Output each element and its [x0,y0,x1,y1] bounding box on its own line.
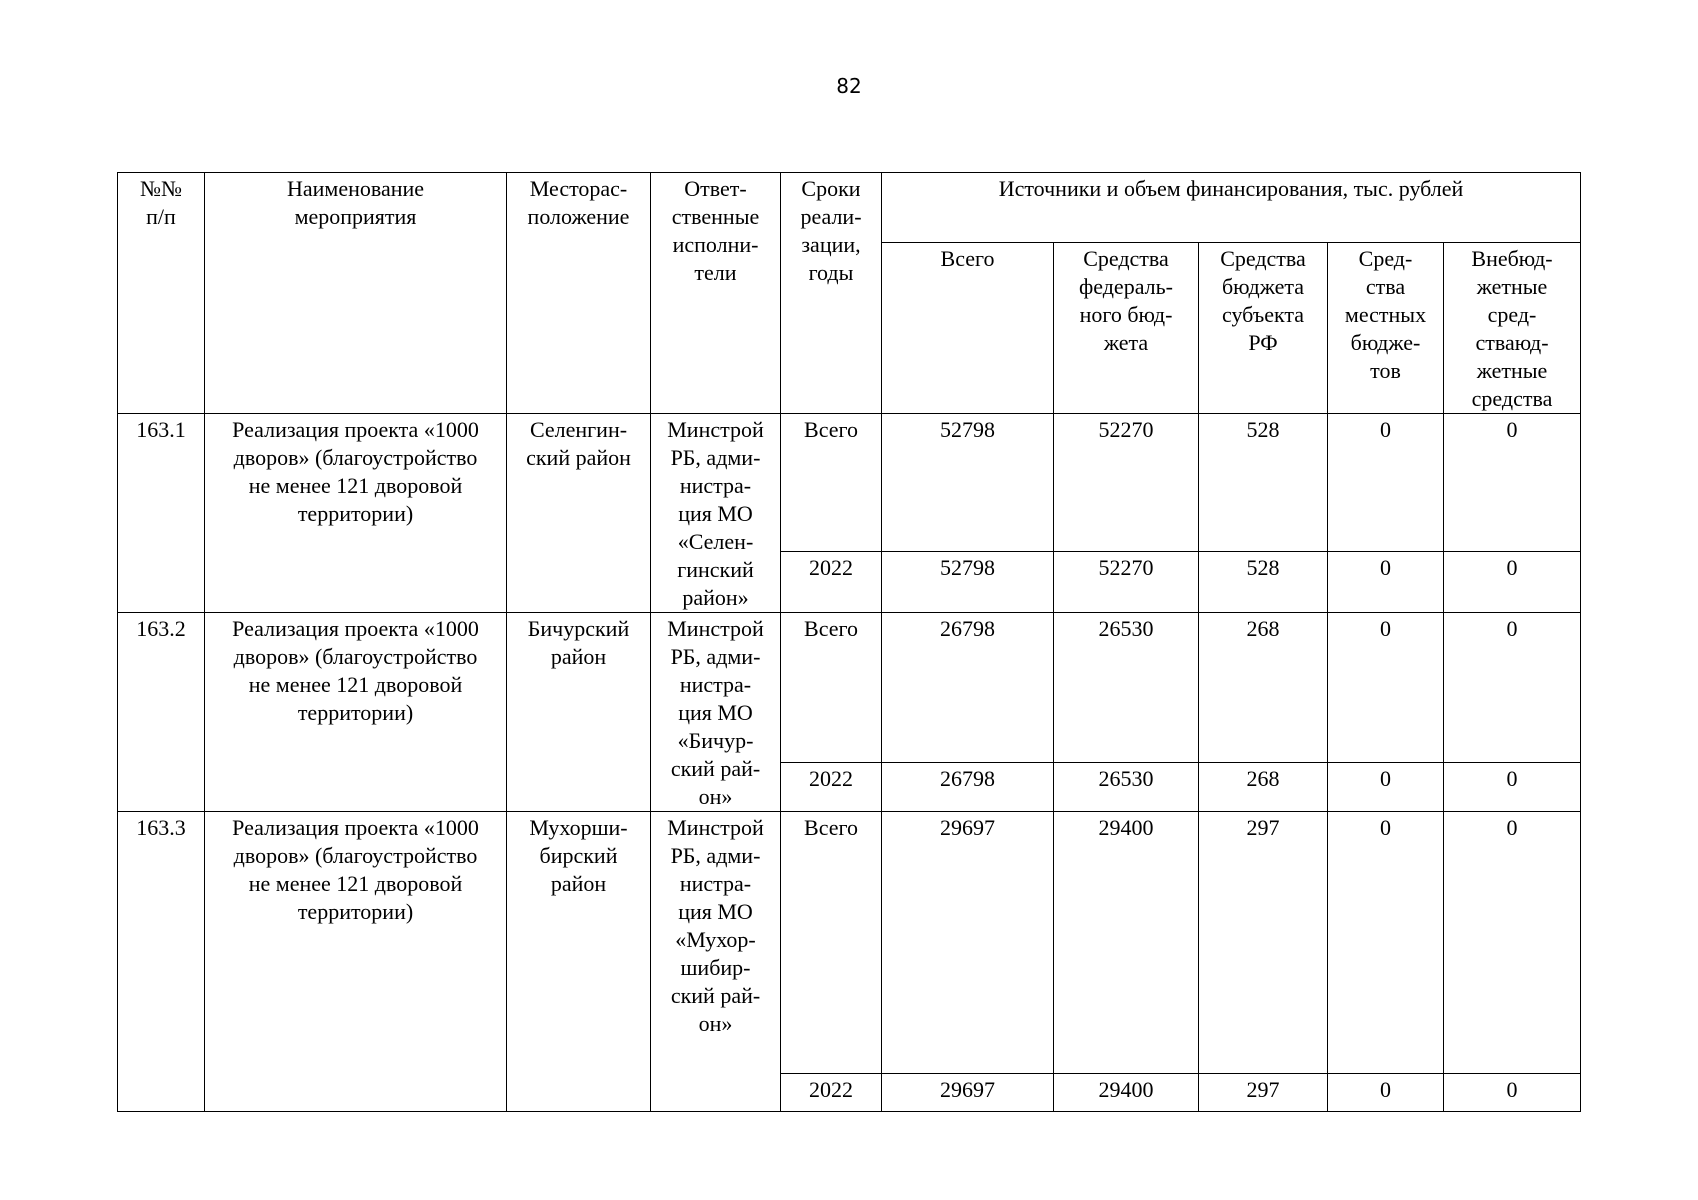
financing-table [117,172,1581,1112]
row-regional: 528 [1199,414,1328,552]
row-federal: 29400 [1054,1074,1199,1112]
row-regional: 268 [1199,763,1328,812]
row-term: 2022 [781,1074,882,1112]
row-local: 0 [1328,1074,1444,1112]
row-name: Реализация проекта «1000 дворов» (благоустройство не менее 121 дворовой территории) [205,414,507,613]
row-local: 0 [1328,414,1444,552]
header-num: №№ п/п [118,173,205,414]
row-location: Бичурский район [507,613,651,812]
row-local: 0 [1328,763,1444,812]
row-total: 26798 [882,763,1054,812]
header-extra: Внебюд- жетные сред- стваюд- жетные средства [1444,243,1581,414]
row-executors: Минстрой РБ, адми- нистра- ция МО «Мухор- шибир- ский рай- он» [651,812,781,1112]
row-executors: Минстрой РБ, адми- нистра- ция МО «Бичур- ский рай- он» [651,613,781,812]
header-federal: Средства федераль- ного бюд- жета [1054,243,1199,414]
page-number: 82 [836,74,862,98]
row-federal: 26530 [1054,613,1199,763]
row-local: 0 [1328,613,1444,763]
header-name: Наименование мероприятия [205,173,507,414]
row-federal: 52270 [1054,552,1199,613]
row-term: 2022 [781,763,882,812]
row-local: 0 [1328,552,1444,613]
row-regional: 297 [1199,1074,1328,1112]
row-num: 163.3 [118,812,205,1112]
row-total: 52798 [882,414,1054,552]
row-extra: 0 [1444,414,1581,552]
row-name: Реализация проекта «1000 дворов» (благоустройство не менее 121 дворовой территории) [205,812,507,1112]
row-term: Всего [781,812,882,1074]
row-term: Всего [781,613,882,763]
row-regional: 528 [1199,552,1328,613]
row-regional: 297 [1199,812,1328,1074]
table-row [118,613,1581,763]
row-extra: 0 [1444,613,1581,763]
row-total: 52798 [882,552,1054,613]
row-term: Всего [781,414,882,552]
header-terms: Сроки реали- зации, годы [781,173,882,414]
table-row [118,414,1581,552]
row-total: 26798 [882,613,1054,763]
header-sources: Источники и объем финансирования, тыс. рублей [882,173,1581,243]
row-regional: 268 [1199,613,1328,763]
row-location: Селенгин- ский район [507,414,651,613]
row-executors: Минстрой РБ, адми- нистра- ция МО «Селен- гинский район» [651,414,781,613]
row-federal: 29400 [1054,812,1199,1074]
row-extra: 0 [1444,812,1581,1074]
header-executors: Ответ- ственные исполни- тели [651,173,781,414]
row-num: 163.2 [118,613,205,812]
row-location: Мухорши- бирский район [507,812,651,1112]
header-row [118,173,1581,243]
row-name: Реализация проекта «1000 дворов» (благоустройство не менее 121 дворовой территории) [205,613,507,812]
header-local: Сред- ства местных бюдже- тов [1328,243,1444,414]
row-federal: 26530 [1054,763,1199,812]
row-extra: 0 [1444,763,1581,812]
row-total: 29697 [882,812,1054,1074]
row-num: 163.1 [118,414,205,613]
header-location: Месторас- положение [507,173,651,414]
row-federal: 52270 [1054,414,1199,552]
row-extra: 0 [1444,1074,1581,1112]
row-extra: 0 [1444,552,1581,613]
header-regional: Средства бюджета субъекта РФ [1199,243,1328,414]
header-total: Всего [882,243,1054,414]
row-local: 0 [1328,812,1444,1074]
table-row [118,812,1581,1074]
row-term: 2022 [781,552,882,613]
row-total: 29697 [882,1074,1054,1112]
